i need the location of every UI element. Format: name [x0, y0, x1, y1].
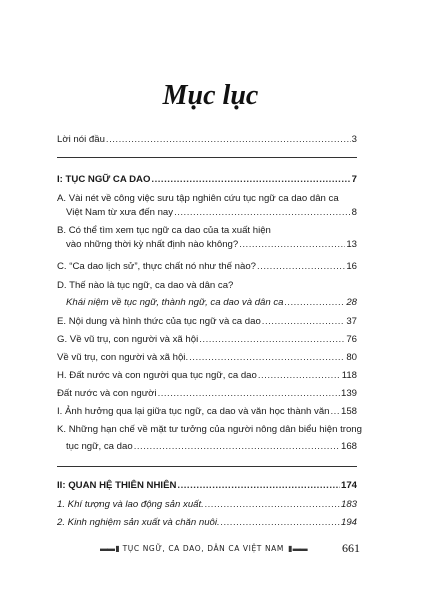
toc-page-number: 183: [340, 499, 357, 510]
toc-entry-text: Về vũ trụ, con người và xã hội.: [57, 352, 189, 363]
toc-page-number: 16: [346, 261, 357, 272]
toc-page-number: 7: [351, 174, 357, 185]
toc-entry-b[interactable]: [57, 225, 357, 250]
toc-entry-1[interactable]: [57, 499, 357, 510]
page-footer: [100, 541, 360, 555]
toc-entry-line1: K. Những hạn chế về mặt tư tưởng của người nông dân biểu hiện trong: [57, 424, 362, 435]
toc-entry-text: 2. Kinh nghiệm sản xuất và chăn nuôi.: [57, 517, 220, 528]
toc-entry-line1: A. Vài nét về công việc sưu tập nghiên cứu tục ngữ ca dao dân ca: [57, 193, 339, 204]
toc-entry-e[interactable]: [57, 316, 357, 327]
toc-page-number: 158: [340, 406, 357, 417]
toc-page-number: 13: [346, 239, 357, 250]
toc-entry-text: Lời nói đầu: [57, 134, 105, 145]
toc-leader-dots: [258, 370, 341, 381]
toc-page-number: 174: [340, 480, 357, 491]
toc-leader-dots: [199, 334, 345, 345]
toc-entry-h[interactable]: [57, 370, 357, 381]
toc-entry-line1: D. Thế nào là tục ngữ, ca dao và dân ca?: [57, 280, 234, 291]
toc-entry-c[interactable]: [57, 261, 357, 272]
toc-entry-text: I: TỤC NGỮ CA DAO: [57, 174, 151, 185]
toc-entry-d[interactable]: [57, 280, 357, 308]
toc-entry-a[interactable]: [57, 193, 357, 218]
toc-leader-dots: [285, 297, 346, 308]
toc-page-number: 8: [351, 207, 357, 218]
toc-entry-universe[interactable]: [57, 352, 357, 363]
toc-leader-dots: [221, 517, 340, 528]
toc-leader-dots: [331, 406, 340, 417]
toc-leader-dots: [151, 174, 350, 185]
toc-leader-dots: [257, 261, 345, 272]
toc-leader-dots: [189, 352, 345, 363]
toc-entry-country[interactable]: [57, 388, 357, 399]
section-divider: [57, 157, 357, 158]
toc-page-number: 28: [346, 297, 357, 308]
toc-leader-dots: [239, 239, 345, 250]
toc-entry-text: E. Nội dung và hình thức của tục ngữ và ca dao: [57, 316, 261, 327]
toc-section-1[interactable]: [57, 174, 357, 185]
toc-entry-g[interactable]: [57, 334, 357, 345]
toc-entry-preface[interactable]: [57, 134, 357, 145]
toc-page-number: 118: [341, 370, 357, 381]
toc-page-number: 194: [340, 517, 357, 528]
toc-entry-text: I. Ảnh hưởng qua lại giữa tục ngữ, ca dao và văn học thành văn: [57, 406, 330, 417]
footer-page-number: 661: [342, 540, 360, 555]
toc-section-2[interactable]: [57, 480, 357, 491]
toc-page-number: 168: [340, 441, 357, 452]
toc-entry-text: Khái niệm về tục ngữ, thành ngữ, ca dao và dân ca: [66, 297, 284, 308]
toc-page-number: 139: [340, 388, 357, 399]
toc-leader-dots: [205, 499, 340, 510]
toc-page-number: 3: [351, 134, 357, 145]
toc-entry-line1: B. Có thể tìm xem tục ngữ ca dao của ta xuất hiện: [57, 225, 271, 236]
toc-leader-dots: [262, 316, 346, 327]
toc-page-number: 80: [346, 352, 357, 363]
toc-entry-text: C. “Ca dao lịch sử”, thực chất nó như thế nào?: [57, 261, 256, 272]
toc-page-number: 76: [346, 334, 357, 345]
toc-leader-dots: [134, 441, 340, 452]
toc-entry-text: Đất nước và con người: [57, 388, 157, 399]
toc-entry-text: H. Đất nước và con người qua tục ngữ, ca dao: [57, 370, 257, 381]
toc-entry-k[interactable]: [57, 424, 362, 452]
page-title: Mục lục: [162, 80, 259, 111]
toc-page-number: 37: [346, 316, 357, 327]
toc-leader-dots: [158, 388, 340, 399]
toc-entry-text: 1. Khí tượng và lao động sản xuất.: [57, 499, 204, 510]
toc-entry-text: tục ngữ, ca dao: [66, 441, 133, 452]
toc-entry-text: G. Về vũ trụ, con người và xã hội: [57, 334, 199, 345]
section-divider: [57, 466, 357, 467]
footer-ornament-left: ▬▬ ▮: [100, 543, 119, 553]
toc-entry-text: Việt Nam từ xưa đến nay: [66, 207, 174, 218]
footer-book-title: TỤC NGỮ, CA DAO, DÂN CA VIỆT NAM: [122, 543, 284, 553]
toc-entry-2[interactable]: [57, 517, 357, 528]
toc-leader-dots: [174, 207, 351, 218]
toc-leader-dots: [106, 134, 351, 145]
toc-leader-dots: [177, 480, 340, 491]
footer-ornament-right: ▮ ▬▬: [287, 543, 307, 553]
toc-entry-i[interactable]: [57, 406, 357, 417]
toc-entry-text: vào những thời kỳ nhất định nào không?: [66, 239, 239, 250]
toc-entry-text: II: QUAN HỆ THIÊN NHIÊN: [57, 480, 177, 491]
